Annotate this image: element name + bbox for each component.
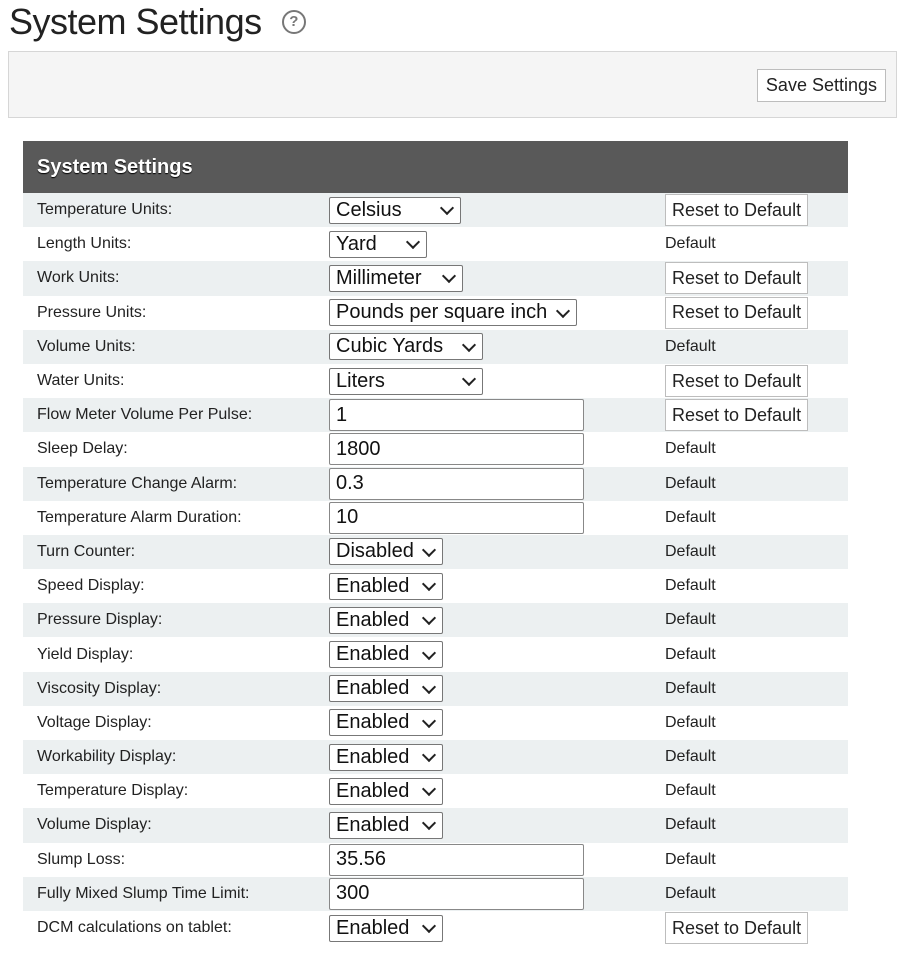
setting-control (329, 744, 443, 771)
setting-action (665, 646, 716, 664)
setting-select[interactable] (329, 709, 443, 736)
setting-select[interactable] (329, 368, 483, 395)
setting-action (665, 748, 716, 766)
chevron-down-icon (462, 372, 476, 386)
setting-action (665, 475, 716, 493)
setting-label: Flow Meter Volume Per Pulse: (37, 406, 253, 424)
setting-control (329, 878, 584, 910)
setting-control (329, 573, 443, 600)
settings-row (23, 501, 848, 535)
default-label: Default (665, 611, 716, 629)
setting-label: Temperature Alarm Duration: (37, 508, 242, 526)
reset-to-default-button[interactable]: Reset to Default (665, 262, 808, 294)
select-value: Enabled (336, 813, 410, 836)
setting-action (665, 543, 716, 561)
setting-control (329, 333, 483, 360)
chevron-down-icon (556, 304, 570, 318)
chevron-down-icon (422, 645, 436, 659)
select-value: Enabled (336, 574, 410, 597)
reset-to-default-button[interactable]: Reset to Default (665, 912, 808, 944)
setting-select[interactable] (329, 641, 443, 668)
setting-input[interactable] (329, 468, 584, 500)
panel-header: System Settings (23, 141, 848, 193)
setting-label: Length Units: (37, 235, 132, 253)
select-value: Cubic Yards (336, 335, 444, 358)
setting-label: Water Units: (37, 372, 125, 390)
chevron-down-icon (422, 816, 436, 830)
chevron-down-icon (422, 714, 436, 728)
setting-action (665, 509, 716, 527)
settings-row (23, 432, 848, 466)
settings-toolbar (8, 51, 897, 118)
select-value: Celsius (336, 198, 402, 221)
setting-action (665, 611, 716, 629)
settings-row (23, 877, 848, 911)
select-value: Enabled (336, 711, 410, 734)
default-label: Default (665, 235, 716, 253)
chevron-down-icon (442, 269, 456, 283)
select-value: Enabled (336, 916, 410, 939)
settings-row (23, 467, 848, 501)
setting-control (329, 231, 427, 258)
chevron-down-icon (422, 748, 436, 762)
settings-row (23, 569, 848, 603)
settings-row (23, 535, 848, 569)
setting-label: Pressure Units: (37, 303, 147, 321)
default-label: Default (665, 508, 716, 526)
reset-to-default-button[interactable]: Reset to Default (665, 194, 808, 226)
chevron-down-icon (422, 919, 436, 933)
default-label: Default (665, 748, 716, 766)
default-label: Default (665, 440, 716, 458)
setting-label: Viscosity Display: (37, 679, 162, 697)
settings-row (23, 808, 848, 842)
default-label: Default (665, 679, 716, 697)
settings-row (23, 740, 848, 774)
chevron-down-icon (422, 543, 436, 557)
setting-action (665, 851, 716, 869)
setting-label: Pressure Display: (37, 611, 163, 629)
chevron-down-icon (422, 680, 436, 694)
setting-label: Yield Display: (37, 645, 134, 663)
select-value: Disabled (336, 540, 414, 563)
settings-row (23, 364, 848, 398)
default-label: Default (665, 816, 716, 834)
setting-input[interactable] (329, 844, 584, 876)
setting-control (329, 675, 443, 702)
reset-to-default-button[interactable]: Reset to Default (665, 297, 808, 329)
settings-row (23, 911, 848, 945)
setting-control (329, 844, 584, 876)
default-label: Default (665, 782, 716, 800)
setting-label: Temperature Display: (37, 782, 189, 800)
setting-select[interactable] (329, 265, 463, 292)
chevron-down-icon (440, 201, 454, 215)
setting-select[interactable] (329, 197, 461, 224)
setting-control (329, 778, 443, 805)
settings-row (23, 637, 848, 671)
settings-row (23, 193, 848, 227)
settings-row (23, 398, 848, 432)
setting-action (665, 782, 716, 800)
settings-row (23, 774, 848, 808)
setting-action (665, 365, 808, 397)
setting-action (665, 338, 716, 356)
setting-control (329, 607, 443, 634)
setting-action (665, 440, 716, 458)
default-label: Default (665, 713, 716, 731)
page-title-text: System Settings (9, 1, 262, 42)
setting-label: Temperature Change Alarm: (37, 474, 238, 492)
settings-row (23, 706, 848, 740)
setting-label: Temperature Units: (37, 201, 173, 219)
system-settings-panel (23, 141, 848, 945)
default-label: Default (665, 542, 716, 560)
chevron-down-icon (422, 782, 436, 796)
setting-select[interactable] (329, 538, 443, 565)
setting-label: Sleep Delay: (37, 440, 128, 458)
setting-control (329, 399, 584, 431)
setting-action (665, 912, 808, 944)
setting-select[interactable] (329, 915, 443, 942)
setting-label: DCM calculations on tablet: (37, 919, 232, 937)
setting-control (329, 265, 463, 292)
settings-row (23, 843, 848, 877)
help-icon[interactable]: ? (282, 10, 306, 34)
settings-row (23, 603, 848, 637)
setting-label: Slump Loss: (37, 850, 126, 868)
setting-action (665, 297, 808, 329)
setting-select[interactable] (329, 231, 427, 258)
setting-input[interactable] (329, 502, 584, 534)
select-value: Enabled (336, 643, 410, 666)
setting-label: Work Units: (37, 269, 120, 287)
setting-select[interactable] (329, 778, 443, 805)
setting-label: Fully Mixed Slump Time Limit: (37, 884, 250, 902)
setting-select[interactable] (329, 744, 443, 771)
setting-control (329, 299, 577, 326)
setting-control (329, 197, 461, 224)
setting-input[interactable] (329, 399, 584, 431)
select-value: Yard (336, 232, 377, 255)
select-value: Enabled (336, 608, 410, 631)
reset-to-default-button[interactable]: Reset to Default (665, 399, 808, 431)
setting-select[interactable] (329, 573, 443, 600)
setting-control (329, 502, 584, 534)
setting-label: Volume Units: (37, 337, 136, 355)
select-value: Enabled (336, 677, 410, 700)
default-label: Default (665, 474, 716, 492)
default-label: Default (665, 884, 716, 902)
setting-label: Voltage Display: (37, 713, 152, 731)
page-title (9, 0, 306, 44)
setting-select[interactable] (329, 333, 483, 360)
setting-action (665, 577, 716, 595)
setting-control (329, 641, 443, 668)
settings-row (23, 296, 848, 330)
setting-action (665, 194, 808, 226)
setting-select[interactable] (329, 812, 443, 839)
chevron-down-icon (422, 611, 436, 625)
setting-action (665, 714, 716, 732)
setting-input[interactable] (329, 878, 584, 910)
setting-action (665, 235, 716, 253)
default-label: Default (665, 577, 716, 595)
setting-action (665, 885, 716, 903)
setting-action (665, 262, 808, 294)
setting-control (329, 468, 584, 500)
setting-action (665, 399, 808, 431)
setting-action (665, 680, 716, 698)
setting-control (329, 538, 443, 565)
default-label: Default (665, 850, 716, 868)
select-value: Pounds per square inch (336, 301, 548, 324)
chevron-down-icon (406, 235, 420, 249)
setting-control (329, 915, 443, 942)
setting-input[interactable] (329, 433, 584, 465)
save-settings-button[interactable]: Save Settings (757, 69, 886, 102)
select-value: Millimeter (336, 266, 422, 289)
settings-row (23, 261, 848, 295)
setting-control (329, 709, 443, 736)
settings-row (23, 330, 848, 364)
reset-to-default-button[interactable]: Reset to Default (665, 365, 808, 397)
settings-rows (23, 193, 848, 945)
settings-row (23, 672, 848, 706)
select-value: Enabled (336, 779, 410, 802)
setting-control (329, 812, 443, 839)
default-label: Default (665, 337, 716, 355)
settings-row (23, 227, 848, 261)
setting-select[interactable] (329, 299, 577, 326)
setting-label: Speed Display: (37, 577, 145, 595)
chevron-down-icon (462, 338, 476, 352)
chevron-down-icon (422, 577, 436, 591)
setting-select[interactable] (329, 675, 443, 702)
select-value: Liters (336, 369, 385, 392)
setting-label: Turn Counter: (37, 542, 136, 560)
setting-label: Workability Display: (37, 748, 177, 766)
setting-action (665, 816, 716, 834)
setting-select[interactable] (329, 607, 443, 634)
setting-control (329, 368, 483, 395)
setting-control (329, 433, 584, 465)
default-label: Default (665, 645, 716, 663)
select-value: Enabled (336, 745, 410, 768)
setting-label: Volume Display: (37, 816, 152, 834)
